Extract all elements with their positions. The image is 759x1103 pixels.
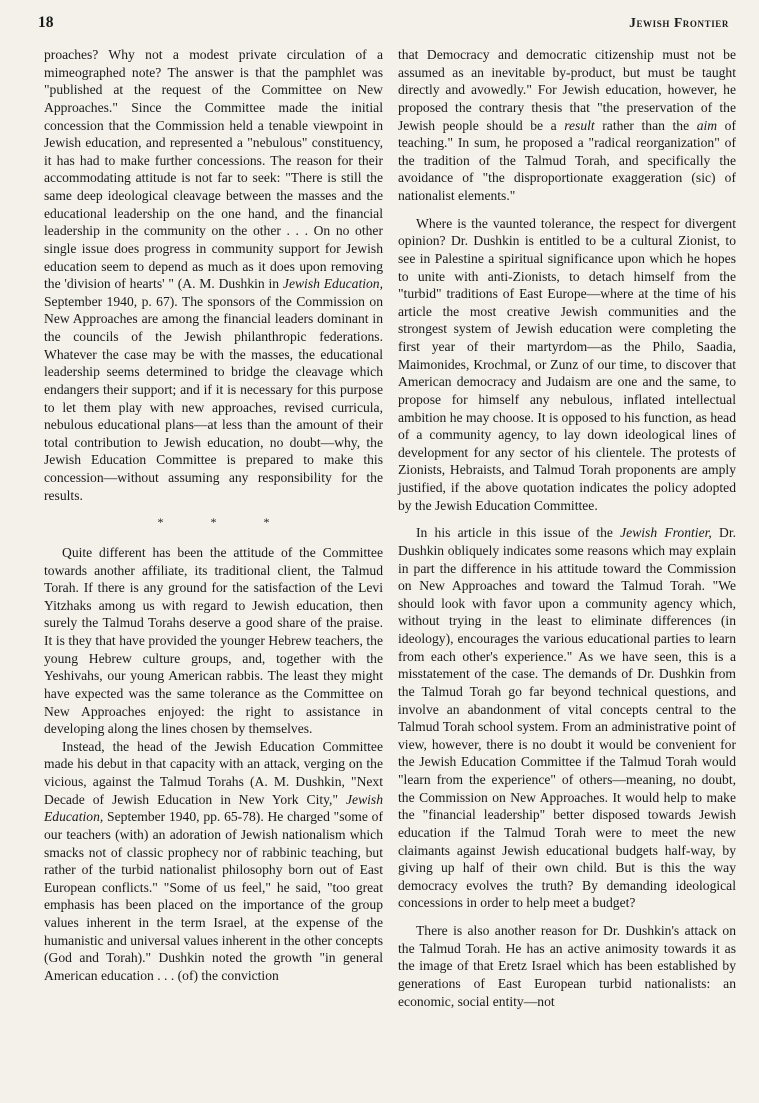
- paragraph: Instead, the head of the Jewish Education Committee made his debut in that capacity with an attack, verging on the vicious, against the Talmud Torahs (A. M. Dushkin, "Next Decade of Jewish Education in New York City," Jewish Education, September 1940, pp. 65-78). He charged "some of our teachers (with) an adoration of Jewish nationalism which smacks not of classic prophecy nor of rabbinic teaching, but rather of the turbid nationalist philosophy born out of East European conflicts." "Some of us feel," he said, "too great emphasis has been placed on the importance of the group values inherent in the term Israel, at the expense of the humanistic and universal values inherent in the other concepts (God and Torah)." Dushkin noted the growth "in general American education . . . (of) the conviction: [44, 738, 383, 983]
- paragraph: that Democracy and democratic citizenship must not be assumed as an inevitable by-product, but must be taught directly and avowedly." For Jewish education, however, he proposed the contrary thesis that "the preservation of the Jewish people should be a result rather than the aim of teaching." In sum, he proposed a "radical reorganization" of the tradition of the Talmud Torah, and specifically the avoidance of "the disproportionate exaggeration (sic) of nationalist elements.": [398, 47, 736, 203]
- paragraph: Quite different has been the attitude of the Committee towards another affiliate, its traditional client, the Talmud Torah. If there is any ground for the satisfaction of the Levi Yitzhaks among us with regard to Jewish education, then surely the Talmud Torahs deserve a good share of the praise. It is they that have provided the younger Hebrew teachers, the young Hebrew culture groups, and, together with the Yeshivahs, our young American rabbis. The least they might have expected was the same tolerance as the Committee on New Approaches enjoyed: the right to assistance in developing along the lines chosen by themselves.: [44, 544, 383, 737]
- paragraph: There is also another reason for Dr. Dushkin's attack on the Talmud Torah. He has an active animosity towards it as the image of that Eretz Israel which has been established by generations of East European turbid nationalists: an economic, social entity—not: [398, 923, 736, 1009]
- right-column: [398, 46, 736, 1010]
- paragraph: Where is the vaunted tolerance, the respect for divergent opinion? Dr. Dushkin is entitled to be a cultural Zionist, to see in Palestine a spiritual significance upon which he hopes to unite with anti-Zionists, to detach himself from the "turbid" traditions of East Europe—where at the time of his article the most creative Jewish communities and the strongest system of Jewish education were completing the first year of their martyrdom—as the Philo, Saadia, Maimonides, Krochmal, or Zunz of our time, to discover that American democracy and Judaism are one and the same, to propose for himself any nebulous, inflated intellectual ambition he may choose. It is opposed to his function, as head of a community agency, to lay down ideological lines of development for any sector of his clientele. The protests of Zionists, Hebraists, and Talmud Torah proponents are amply justified, if the above quotation indicates the policy adopted by the Jewish Education Committee.: [398, 215, 736, 513]
- page-number: 18: [38, 14, 54, 31]
- paragraph: proaches? Why not a modest private circulation of a mimeographed note? The answer is that the pamphlet was "published at the request of the Committee on New Approaches." Since the Committee made the initial concession that the Commission held a tenable viewpoint in Jewish education, and represented a "nebulous" constituency, it has had to make further concessions. The reason for their accommodating attitude is not far to seek: "There is still the same deep ideological cleavage between the masses and the educational leadership on the one hand, and the financial leadership in the community on the other . . . On no other single issue does progress in community support for Jewish education seem to depend as much as it does upon removing the 'division of hearts' " (A. M. Dushkin in Jewish Education, September 1940, p. 67). The sponsors of the Commission on New Approaches are among the financial leaders dominant in the councils of the Jewish philanthropic federations. Whatever the case may be with the masses, the educational leadership seems determined to bridge the cleavage which endangers their support; and if it is necessary for this purpose to let them play with new approaches, revised curricula, nebulous educational plans—at less than the amount of their total contribution to Jewish education, no doubt—why, the Jewish Education Committee is prepared to make this concession—without assuming any responsibility for the results.: [44, 47, 383, 503]
- page-header: [38, 14, 729, 36]
- paragraph: In his article in this issue of the Jewish Frontier, Dr. Dushkin obliquely indicates some reasons which may explain in part the difference in his attitude toward the Commission on New Approaches and toward the Talmud Torah. "We should look with favor upon a community agency which, without trying in the least to eliminate differences (in ideology), encourages the various educational parties to learn from each other's experience." As we have seen, this is a misstatement of the case. The demands of Dr. Dushkin from the Talmud Torah go far beyond technical questions, and involve an abandonment of vital concepts central to the Talmud Torah school system. From an administrative point of view, however, there is no doubt it would be convenient for the Jewish Education Committee if the Talmud Torah would "learn from the experience" of others—meaning, no doubt, the Commission on New Approaches. It would help to make the "financial leadership" better disposed towards Jewish education if the Talmud Torah were to meet the new claimants against Jewish educational budgets half-way, by giving up half of their own child. But is this the way democracy evolves the truth? By demanding ideological concessions in order to help meet a budget?: [398, 525, 736, 911]
- running-head: Jewish Frontier: [629, 15, 729, 30]
- section-separator: * * *: [157, 515, 292, 530]
- left-column: [44, 46, 383, 985]
